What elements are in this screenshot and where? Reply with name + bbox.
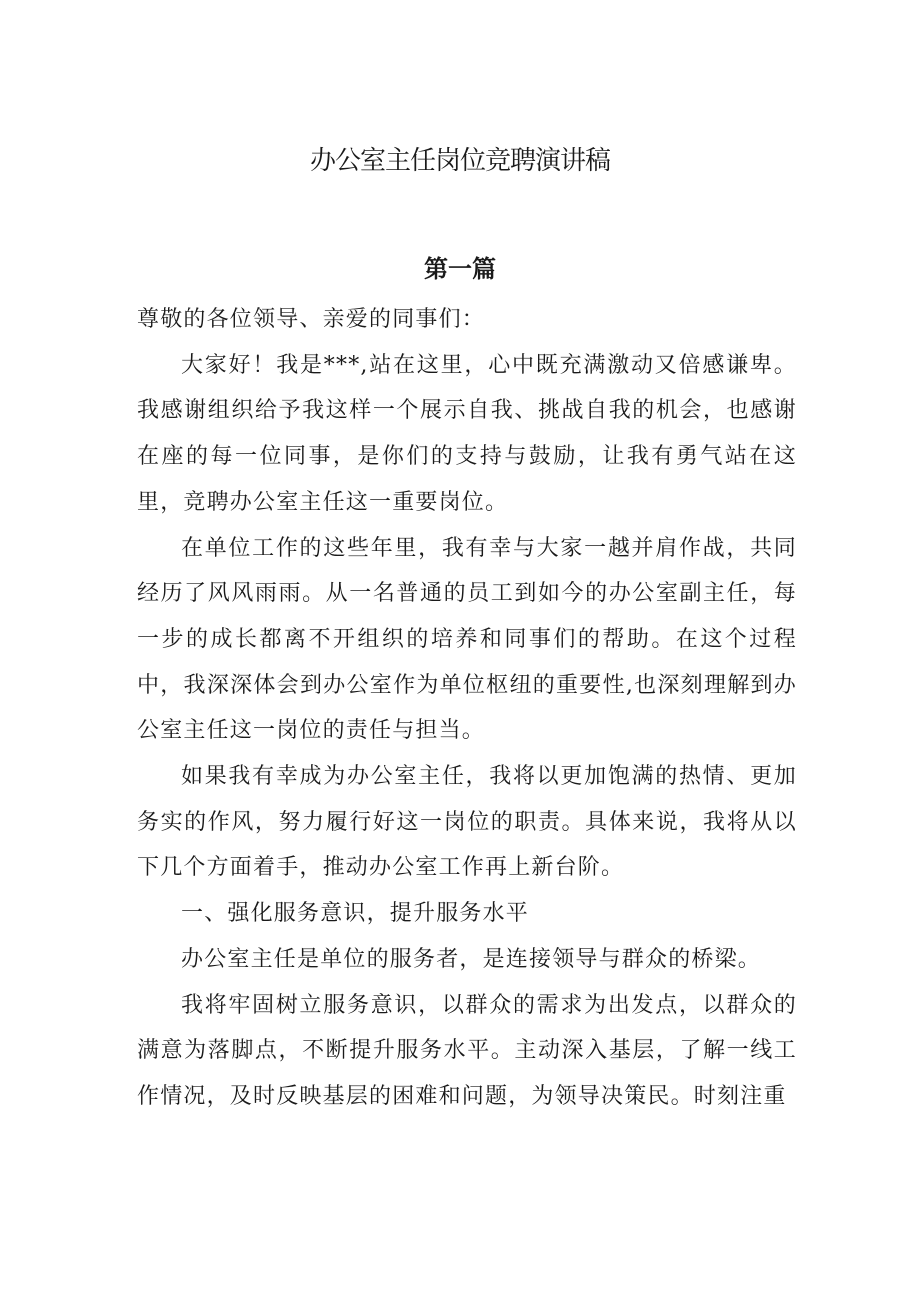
- section-heading: 第一篇: [424, 255, 496, 283]
- document-title: 办公室主任岗位竞聘演讲稿: [309, 146, 610, 176]
- document-body: [137, 297, 797, 1120]
- salutation-paragraph: 尊敬的各位领导、亲爱的同事们：: [137, 307, 486, 332]
- body-paragraph: 我将牢固树立服务意识，以群众的需求为出发点，以群众的满意为落脚点，不断提升服务水平。主动深入基层，了解一线工作情况，及时反映基层的困难和问题，为领导决策民。时刻注重: [137, 992, 797, 1109]
- body-paragraph: 大家好！我是***,站在这里，心中既充满激动又倍感谦卑。我感谢组织给予我这样一个展示自我、挑战自我的机会，也感谢在座的每一位同事，是你们的支持与鼓励，让我有勇气站在这里，竞聘办公室主任这一重要岗位。: [137, 352, 797, 515]
- body-paragraph: 在单位工作的这些年里，我有幸与大家一越并肩作战，共同经历了风风雨雨。从一名普通的员工到如今的办公室副主任，每一步的成长都离不开组织的培养和同事们的帮助。在这个过程中，我深深体会到办公室作为单位枢纽的重要性,也深刻理解到办公室主任这一岗位的责任与担当。: [137, 535, 797, 744]
- body-paragraph: 办公室主任是单位的服务者，是连接领导与群众的桥梁。: [181, 946, 762, 972]
- subsection-heading: 一、强化服务意识，提升服务水平: [181, 901, 530, 927]
- body-paragraph: 如果我有幸成为办公室主任，我将以更加饱满的热情、更加务实的作风，努力履行好这一岗位的职责。具体来说，我将从以下几个方面着手，推动办公室工作再上新台阶。: [137, 764, 797, 881]
